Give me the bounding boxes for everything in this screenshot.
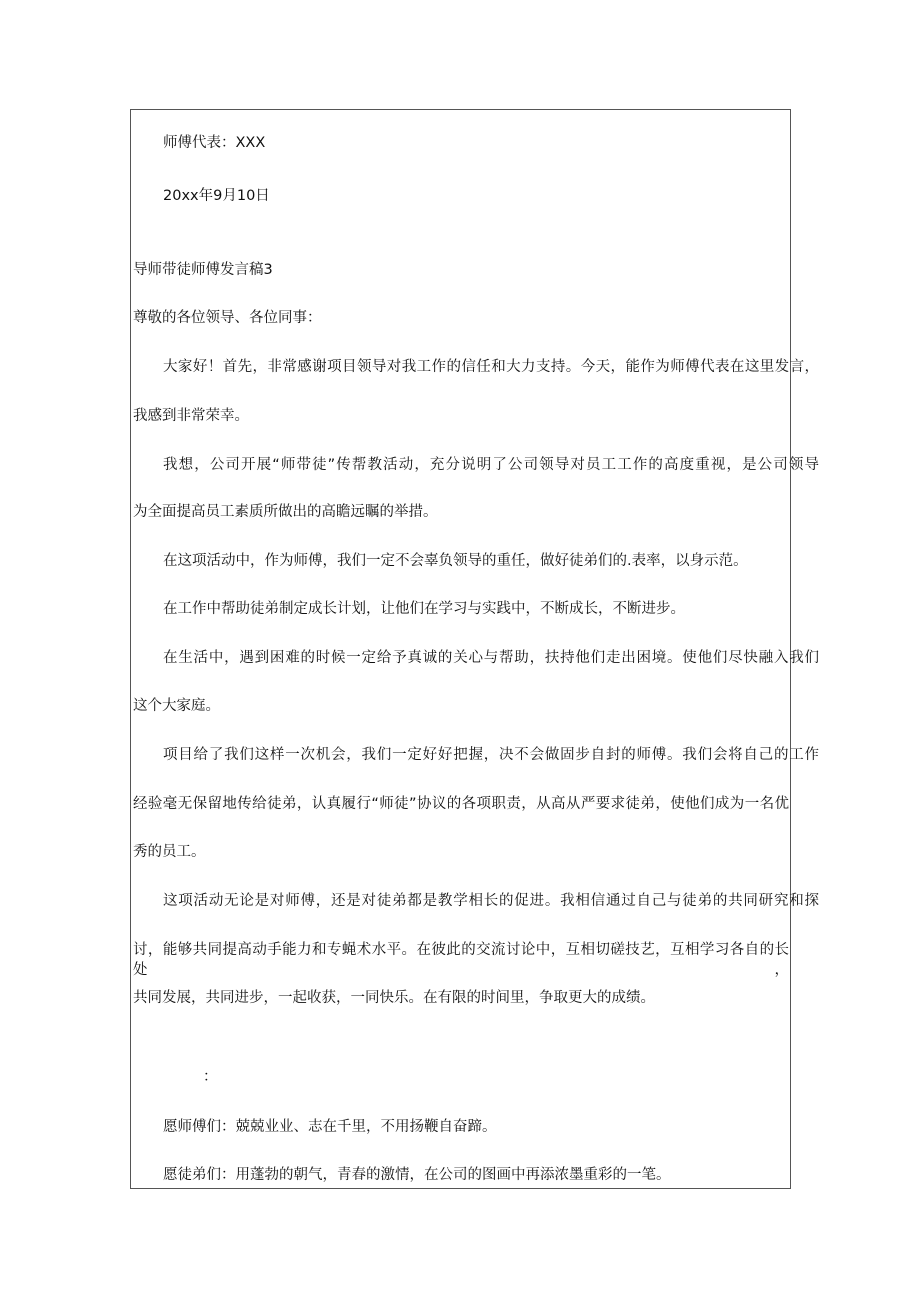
wish-apprentices: 愿徒弟们：用蓬勃的朝气，青春的激情，在公司的图画中再添浓墨重彩的一笔。 — [163, 1167, 671, 1183]
paragraph-line: 我感到非常荣幸。 — [133, 408, 249, 424]
salutation: 尊敬的各位领导、各位同事： — [133, 310, 322, 326]
wish-masters: 愿师傅们：兢兢业业、志在千里，不用扬鞭自奋蹄。 — [163, 1119, 497, 1135]
paragraph-line: 项目给了我们这样一次机会，我们一定好好把握，决不会做固步自封的师傅。我们会将自己的工作 — [163, 747, 819, 763]
paragraph-line: 经验毫无保留地传给徒弟，认真履行“师徒”协议的各项职责，从高从严要求徒弟，使他们成为一名优 — [133, 796, 789, 812]
signature-name: 师傅代表：XXX — [163, 135, 266, 151]
paragraph-line: 为全面提高员工素质所做出的高瞻远瞩的举措。 — [133, 504, 438, 520]
paragraph-line: 讨，能够共同提高动手能力和专蝇术水平。在彼此的交流讨论中，互相切磋技艺，互相学习各自的长处， — [133, 942, 789, 978]
section-title: 导师带徒师傅发言稿3 — [133, 262, 273, 278]
paragraph-line: 在生活中，遇到困难的时候一定给予真诚的关心与帮助，扶持他们走出困境。使他们尽快融入我们 — [163, 650, 819, 666]
paragraph-line: 在这项活动中，作为师傅，我们一定不会辜负领导的重任，做好徒弟们的.表率，以身示范。 — [163, 553, 748, 569]
colon-mark: ： — [203, 1069, 218, 1085]
paragraph-line: 在工作中帮助徒弟制定成长计划，让他们在学习与实践中，不断成长，不断进步。 — [163, 601, 685, 617]
paragraph-line: 这项活动无论是对师傅，还是对徒弟都是教学相长的促进。我相信通过自己与徒弟的共同研究和探 — [163, 893, 819, 909]
paragraph-line: 秀的员工。 — [133, 844, 206, 860]
signature-date: 20xx年9月10日 — [163, 188, 270, 204]
paragraph-line: 我想，公司开展“师带徒”传帮教活动，充分说明了公司领导对员工工作的高度重视，是公司领导 — [163, 457, 819, 473]
paragraph-line: 共同发展，共同进步，一起收获，一同快乐。在有限的时间里，争取更大的成绩。 — [133, 990, 655, 1006]
paragraph-line: 这个大家庭。 — [133, 698, 220, 714]
paragraph-line: 大家好！首先，非常感谢项目领导对我工作的信任和大力支持。今天，能作为师傅代表在这里发言， — [163, 359, 819, 375]
